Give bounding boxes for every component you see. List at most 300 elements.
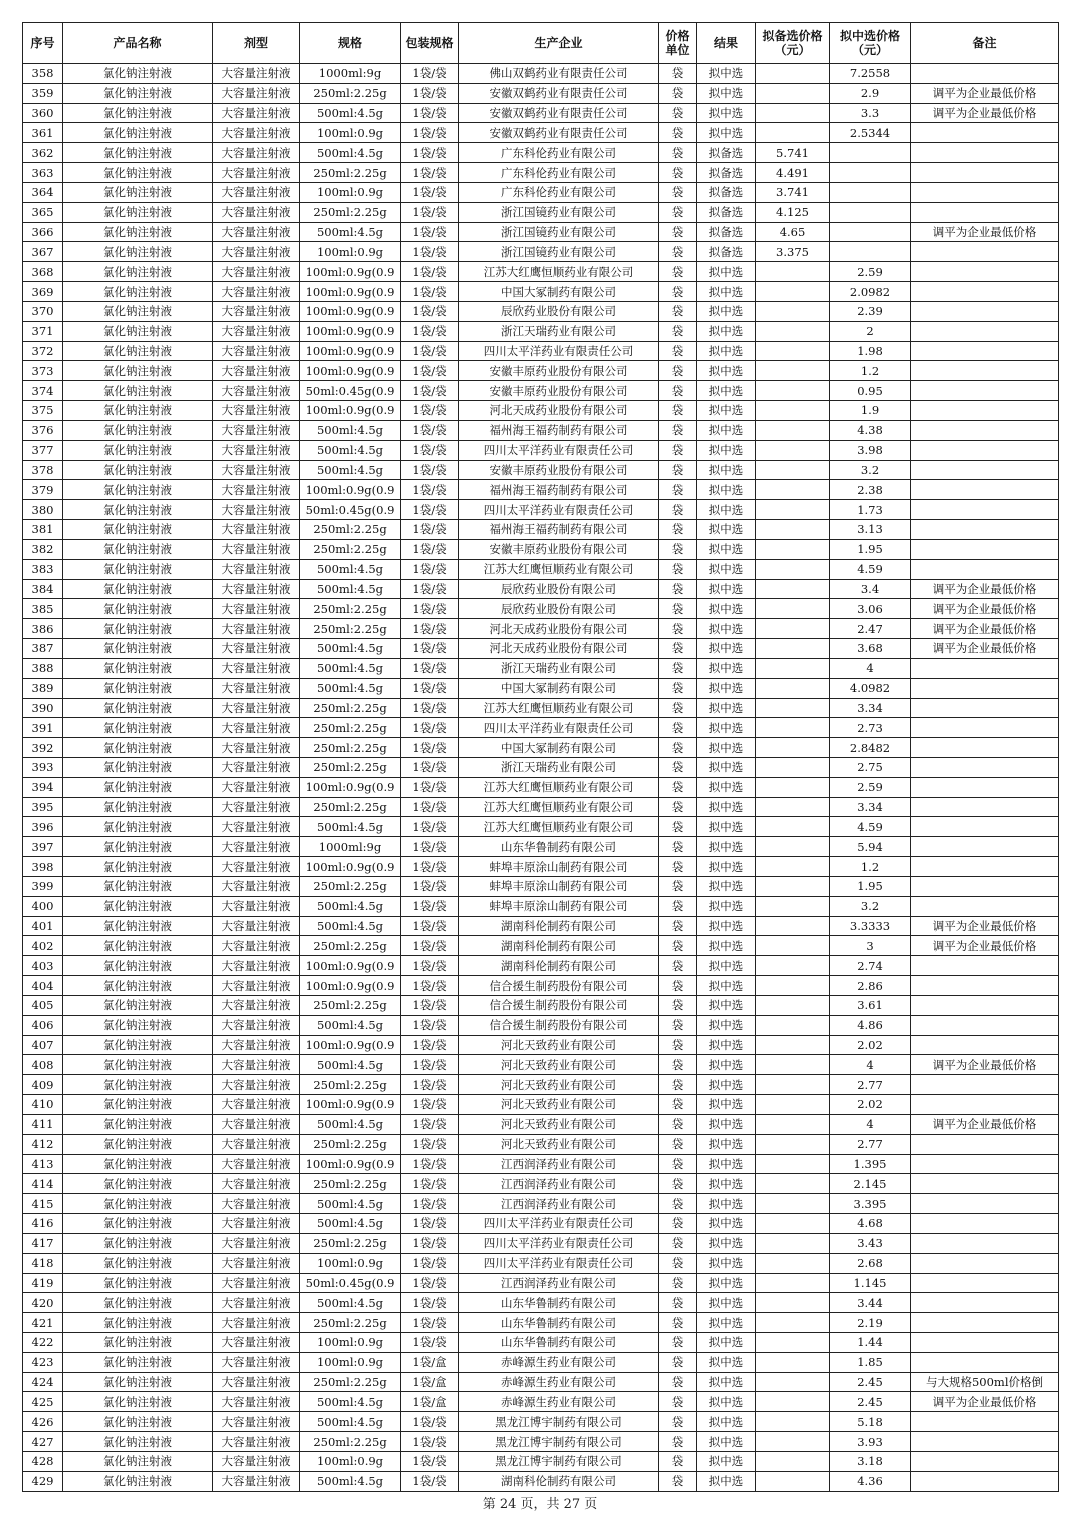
- cell-manufacturer: 蚌埠丰原涂山制药有限公司: [459, 857, 659, 877]
- cell-selected-price: 3.34: [830, 698, 911, 718]
- cell-result: 拟中选: [697, 757, 756, 777]
- cell-backup-price: [756, 1114, 830, 1134]
- cell-index: 381: [23, 520, 63, 540]
- cell-price-unit: 袋: [659, 1412, 697, 1432]
- cell-price-unit: 袋: [659, 698, 697, 718]
- cell-product-name: 氯化钠注射液: [63, 520, 213, 540]
- cell-package: 1袋/袋: [401, 163, 459, 183]
- cell-manufacturer: 四川太平洋药业有限责任公司: [459, 1214, 659, 1234]
- cell-product-name: 氯化钠注射液: [63, 837, 213, 857]
- cell-spec: 250ml:2.25g: [300, 163, 401, 183]
- cell-result: 拟备选: [697, 202, 756, 222]
- cell-result: 拟中选: [697, 341, 756, 361]
- cell-price-unit: 袋: [659, 163, 697, 183]
- cell-remarks: 与大规格500ml价格倒: [911, 1372, 1059, 1392]
- cell-product-name: 氯化钠注射液: [63, 1412, 213, 1432]
- cell-price-unit: 袋: [659, 976, 697, 996]
- cell-package: 1袋/袋: [401, 1194, 459, 1214]
- header-remarks: 备注: [911, 23, 1059, 64]
- cell-product-name: 氯化钠注射液: [63, 619, 213, 639]
- cell-spec: 250ml:2.25g: [300, 619, 401, 639]
- cell-index: 378: [23, 460, 63, 480]
- cell-backup-price: [756, 1471, 830, 1491]
- cell-manufacturer: 江苏大红鹰恒顺药业有限公司: [459, 777, 659, 797]
- cell-spec: 100ml:0.9g: [300, 1253, 401, 1273]
- cell-dosage-form: 大容量注射液: [213, 619, 300, 639]
- cell-result: 拟中选: [697, 916, 756, 936]
- cell-result: 拟中选: [697, 639, 756, 659]
- table-header-row: [23, 23, 1059, 64]
- cell-dosage-form: 大容量注射液: [213, 1451, 300, 1471]
- cell-package: 1袋/袋: [401, 1412, 459, 1432]
- cell-remarks: [911, 341, 1059, 361]
- cell-manufacturer: 河北天致药业有限公司: [459, 1095, 659, 1115]
- cell-remarks: [911, 1075, 1059, 1095]
- cell-index: 398: [23, 857, 63, 877]
- page-number-footer: 第 24 页，共 27 页: [482, 1497, 598, 1512]
- cell-package: 1袋/袋: [401, 341, 459, 361]
- cell-backup-price: [756, 757, 830, 777]
- cell-index: 426: [23, 1412, 63, 1432]
- cell-backup-price: [756, 341, 830, 361]
- cell-result: 拟中选: [697, 83, 756, 103]
- cell-price-unit: 袋: [659, 817, 697, 837]
- cell-product-name: 氯化钠注射液: [63, 321, 213, 341]
- cell-manufacturer: 黑龙江博宇制药有限公司: [459, 1432, 659, 1452]
- cell-result: 拟中选: [697, 321, 756, 341]
- cell-dosage-form: 大容量注射液: [213, 1194, 300, 1214]
- cell-remarks: [911, 321, 1059, 341]
- cell-backup-price: 3.741: [756, 182, 830, 202]
- cell-selected-price: 5.94: [830, 837, 911, 857]
- cell-product-name: 氯化钠注射液: [63, 301, 213, 321]
- cell-product-name: 氯化钠注射液: [63, 757, 213, 777]
- cell-selected-price: 2.38: [830, 480, 911, 500]
- cell-price-unit: 袋: [659, 500, 697, 520]
- cell-selected-price: 2.77: [830, 1075, 911, 1095]
- cell-result: 拟中选: [697, 1432, 756, 1452]
- cell-manufacturer: 蚌埠丰原涂山制药有限公司: [459, 876, 659, 896]
- cell-result: 拟中选: [697, 1253, 756, 1273]
- cell-remarks: [911, 262, 1059, 282]
- cell-result: 拟中选: [697, 1075, 756, 1095]
- cell-product-name: 氯化钠注射液: [63, 1273, 213, 1293]
- cell-selected-price: 1.95: [830, 876, 911, 896]
- cell-product-name: 氯化钠注射液: [63, 1154, 213, 1174]
- cell-manufacturer: 中国大冢制药有限公司: [459, 738, 659, 758]
- cell-backup-price: [756, 976, 830, 996]
- cell-remarks: [911, 282, 1059, 302]
- cell-package: 1袋/袋: [401, 460, 459, 480]
- cell-result: 拟中选: [697, 1293, 756, 1313]
- cell-backup-price: [756, 698, 830, 718]
- table-row: [23, 539, 1059, 559]
- cell-selected-price: 2.45: [830, 1392, 911, 1412]
- table-row: [23, 361, 1059, 381]
- cell-index: 419: [23, 1273, 63, 1293]
- cell-backup-price: [756, 1214, 830, 1234]
- cell-remarks: 调平为企业最低价格: [911, 579, 1059, 599]
- table-row: [23, 1154, 1059, 1174]
- cell-package: 1袋/袋: [401, 1313, 459, 1333]
- cell-price-unit: 袋: [659, 1372, 697, 1392]
- cell-backup-price: [756, 1035, 830, 1055]
- cell-backup-price: [756, 1372, 830, 1392]
- header-result: 结果: [697, 23, 756, 64]
- cell-product-name: 氯化钠注射液: [63, 182, 213, 202]
- cell-manufacturer: 安徽丰原药业股份有限公司: [459, 460, 659, 480]
- cell-remarks: [911, 301, 1059, 321]
- cell-result: 拟中选: [697, 262, 756, 282]
- cell-manufacturer: 广东科伦药业有限公司: [459, 163, 659, 183]
- table-row: [23, 599, 1059, 619]
- cell-remarks: [911, 1451, 1059, 1471]
- cell-index: 377: [23, 440, 63, 460]
- cell-selected-price: 1.145: [830, 1273, 911, 1293]
- cell-manufacturer: 辰欣药业股份有限公司: [459, 301, 659, 321]
- cell-manufacturer: 河北天致药业有限公司: [459, 1134, 659, 1154]
- cell-index: 386: [23, 619, 63, 639]
- cell-index: 385: [23, 599, 63, 619]
- cell-dosage-form: 大容量注射液: [213, 639, 300, 659]
- cell-product-name: 氯化钠注射液: [63, 1174, 213, 1194]
- cell-package: 1袋/袋: [401, 857, 459, 877]
- cell-selected-price: 2.59: [830, 262, 911, 282]
- cell-backup-price: [756, 1293, 830, 1313]
- cell-price-unit: 袋: [659, 579, 697, 599]
- table-row: [23, 817, 1059, 837]
- cell-remarks: [911, 480, 1059, 500]
- cell-manufacturer: 信合援生制药股份有限公司: [459, 976, 659, 996]
- cell-dosage-form: 大容量注射液: [213, 1174, 300, 1194]
- cell-backup-price: [756, 1451, 830, 1471]
- cell-manufacturer: 四川太平洋药业有限责任公司: [459, 1253, 659, 1273]
- cell-selected-price: 3.06: [830, 599, 911, 619]
- cell-manufacturer: 浙江国镜药业有限公司: [459, 222, 659, 242]
- cell-remarks: [911, 163, 1059, 183]
- table-row: [23, 301, 1059, 321]
- table-row: [23, 222, 1059, 242]
- cell-package: 1袋/袋: [401, 559, 459, 579]
- cell-spec: 250ml:2.25g: [300, 936, 401, 956]
- cell-remarks: [911, 698, 1059, 718]
- cell-backup-price: [756, 916, 830, 936]
- cell-backup-price: 4.491: [756, 163, 830, 183]
- cell-package: 1袋/袋: [401, 757, 459, 777]
- cell-package: 1袋/袋: [401, 896, 459, 916]
- cell-index: 412: [23, 1134, 63, 1154]
- cell-index: 428: [23, 1451, 63, 1471]
- cell-manufacturer: 江西润泽药业有限公司: [459, 1273, 659, 1293]
- cell-index: 401: [23, 916, 63, 936]
- cell-price-unit: 袋: [659, 1194, 697, 1214]
- cell-dosage-form: 大容量注射液: [213, 1253, 300, 1273]
- cell-price-unit: 袋: [659, 857, 697, 877]
- cell-package: 1袋/袋: [401, 718, 459, 738]
- cell-remarks: 调平为企业最低价格: [911, 599, 1059, 619]
- cell-remarks: [911, 857, 1059, 877]
- cell-dosage-form: 大容量注射液: [213, 341, 300, 361]
- cell-selected-price: 1.85: [830, 1352, 911, 1372]
- table-row: [23, 1293, 1059, 1313]
- cell-spec: 50ml:0.45g(0.9: [300, 381, 401, 401]
- cell-backup-price: [756, 956, 830, 976]
- cell-spec: 100ml:0.9g: [300, 1333, 401, 1353]
- cell-result: 拟中选: [697, 103, 756, 123]
- cell-backup-price: 4.65: [756, 222, 830, 242]
- cell-manufacturer: 河北天成药业股份有限公司: [459, 401, 659, 421]
- cell-manufacturer: 江苏大红鹰恒顺药业有限公司: [459, 698, 659, 718]
- cell-selected-price: 3.44: [830, 1293, 911, 1313]
- cell-manufacturer: 江苏大红鹰恒顺药业有限公司: [459, 817, 659, 837]
- cell-price-unit: 袋: [659, 460, 697, 480]
- cell-remarks: [911, 1253, 1059, 1273]
- cell-backup-price: [756, 123, 830, 143]
- cell-package: 1袋/袋: [401, 1075, 459, 1095]
- cell-remarks: [911, 1095, 1059, 1115]
- table-row: [23, 321, 1059, 341]
- cell-manufacturer: 四川太平洋药业有限责任公司: [459, 1233, 659, 1253]
- cell-index: 416: [23, 1214, 63, 1234]
- cell-price-unit: 袋: [659, 658, 697, 678]
- cell-selected-price: 2.9: [830, 83, 911, 103]
- table-row: [23, 1412, 1059, 1432]
- cell-index: 393: [23, 757, 63, 777]
- cell-index: 418: [23, 1253, 63, 1273]
- table-row: [23, 520, 1059, 540]
- cell-price-unit: 袋: [659, 936, 697, 956]
- cell-spec: 500ml:4.5g: [300, 1015, 401, 1035]
- cell-product-name: 氯化钠注射液: [63, 420, 213, 440]
- cell-package: 1袋/袋: [401, 579, 459, 599]
- cell-manufacturer: 安徽双鹤药业有限责任公司: [459, 83, 659, 103]
- cell-price-unit: 袋: [659, 1451, 697, 1471]
- cell-package: 1袋/袋: [401, 282, 459, 302]
- cell-package: 1袋/袋: [401, 1293, 459, 1313]
- cell-package: 1袋/袋: [401, 936, 459, 956]
- cell-dosage-form: 大容量注射液: [213, 718, 300, 738]
- cell-package: 1袋/袋: [401, 64, 459, 84]
- cell-price-unit: 袋: [659, 738, 697, 758]
- cell-manufacturer: 浙江天瑞药业有限公司: [459, 321, 659, 341]
- table-row: [23, 500, 1059, 520]
- cell-backup-price: [756, 995, 830, 1015]
- cell-product-name: 氯化钠注射液: [63, 1372, 213, 1392]
- cell-product-name: 氯化钠注射液: [63, 1253, 213, 1273]
- cell-manufacturer: 赤峰源生药业有限公司: [459, 1392, 659, 1412]
- header-spec: 规格: [300, 23, 401, 64]
- cell-product-name: 氯化钠注射液: [63, 678, 213, 698]
- cell-result: 拟中选: [697, 857, 756, 877]
- table-row: [23, 1333, 1059, 1353]
- cell-selected-price: 2.59: [830, 777, 911, 797]
- cell-spec: 500ml:4.5g: [300, 420, 401, 440]
- cell-remarks: [911, 559, 1059, 579]
- cell-spec: 100ml:0.9g(0.9: [300, 401, 401, 421]
- cell-spec: 100ml:0.9g(0.9: [300, 1154, 401, 1174]
- cell-result: 拟中选: [697, 797, 756, 817]
- cell-price-unit: 袋: [659, 876, 697, 896]
- header-dosage-form: 剂型: [213, 23, 300, 64]
- table-row: [23, 163, 1059, 183]
- cell-result: 拟中选: [697, 123, 756, 143]
- cell-backup-price: [756, 658, 830, 678]
- table-row: [23, 262, 1059, 282]
- cell-price-unit: 袋: [659, 956, 697, 976]
- cell-package: 1袋/袋: [401, 658, 459, 678]
- cell-backup-price: 5.741: [756, 143, 830, 163]
- cell-spec: 100ml:0.9g(0.9: [300, 262, 401, 282]
- cell-index: 362: [23, 143, 63, 163]
- cell-result: 拟中选: [697, 1392, 756, 1412]
- cell-spec: 250ml:2.25g: [300, 83, 401, 103]
- cell-selected-price: 3.68: [830, 639, 911, 659]
- cell-manufacturer: 安徽丰原药业股份有限公司: [459, 361, 659, 381]
- cell-dosage-form: 大容量注射液: [213, 460, 300, 480]
- cell-price-unit: 袋: [659, 896, 697, 916]
- cell-backup-price: 3.375: [756, 242, 830, 262]
- cell-package: 1袋/袋: [401, 420, 459, 440]
- cell-spec: 100ml:0.9g(0.9: [300, 1035, 401, 1055]
- cell-manufacturer: 赤峰源生药业有限公司: [459, 1372, 659, 1392]
- cell-manufacturer: 江苏大红鹰恒顺药业有限公司: [459, 262, 659, 282]
- cell-index: 402: [23, 936, 63, 956]
- cell-index: 368: [23, 262, 63, 282]
- cell-result: 拟中选: [697, 718, 756, 738]
- cell-package: 1袋/袋: [401, 599, 459, 619]
- cell-spec: 250ml:2.25g: [300, 1233, 401, 1253]
- cell-spec: 250ml:2.25g: [300, 995, 401, 1015]
- cell-manufacturer: 河北天致药业有限公司: [459, 1035, 659, 1055]
- cell-selected-price: 3.2: [830, 896, 911, 916]
- cell-spec: 250ml:2.25g: [300, 1313, 401, 1333]
- cell-price-unit: 袋: [659, 1015, 697, 1035]
- cell-result: 拟中选: [697, 658, 756, 678]
- cell-remarks: 调平为企业最低价格: [911, 639, 1059, 659]
- cell-index: 374: [23, 381, 63, 401]
- cell-remarks: [911, 460, 1059, 480]
- cell-dosage-form: 大容量注射液: [213, 282, 300, 302]
- cell-spec: 500ml:4.5g: [300, 1055, 401, 1075]
- table-row: [23, 123, 1059, 143]
- cell-price-unit: 袋: [659, 1154, 697, 1174]
- cell-package: 1袋/袋: [401, 1451, 459, 1471]
- cell-manufacturer: 广东科伦药业有限公司: [459, 143, 659, 163]
- cell-backup-price: [756, 1273, 830, 1293]
- cell-result: 拟中选: [697, 460, 756, 480]
- cell-index: 403: [23, 956, 63, 976]
- cell-package: 1袋/袋: [401, 1432, 459, 1452]
- cell-manufacturer: 江苏大红鹰恒顺药业有限公司: [459, 559, 659, 579]
- cell-manufacturer: 辰欣药业股份有限公司: [459, 579, 659, 599]
- cell-manufacturer: 浙江国镜药业有限公司: [459, 242, 659, 262]
- cell-manufacturer: 中国大冢制药有限公司: [459, 678, 659, 698]
- cell-selected-price: 1.95: [830, 539, 911, 559]
- cell-selected-price: 2.68: [830, 1253, 911, 1273]
- cell-product-name: 氯化钠注射液: [63, 381, 213, 401]
- cell-package: 1袋/袋: [401, 301, 459, 321]
- cell-remarks: [911, 1352, 1059, 1372]
- cell-package: 1袋/袋: [401, 182, 459, 202]
- cell-dosage-form: 大容量注射液: [213, 1392, 300, 1412]
- table-row: [23, 896, 1059, 916]
- cell-selected-price: [830, 163, 911, 183]
- cell-result: 拟中选: [697, 698, 756, 718]
- table-row: [23, 143, 1059, 163]
- cell-price-unit: 袋: [659, 242, 697, 262]
- cell-spec: 100ml:0.9g(0.9: [300, 301, 401, 321]
- cell-dosage-form: 大容量注射液: [213, 658, 300, 678]
- cell-price-unit: 袋: [659, 520, 697, 540]
- cell-backup-price: [756, 440, 830, 460]
- cell-manufacturer: 湖南科伦制药有限公司: [459, 916, 659, 936]
- cell-manufacturer: 河北天致药业有限公司: [459, 1075, 659, 1095]
- cell-dosage-form: 大容量注射液: [213, 777, 300, 797]
- cell-package: 1袋/袋: [401, 1233, 459, 1253]
- cell-price-unit: 袋: [659, 1352, 697, 1372]
- cell-index: 383: [23, 559, 63, 579]
- cell-result: 拟备选: [697, 163, 756, 183]
- cell-spec: 50ml:0.45g(0.9: [300, 1273, 401, 1293]
- cell-backup-price: [756, 1313, 830, 1333]
- cell-selected-price: 4.59: [830, 559, 911, 579]
- cell-backup-price: [756, 1352, 830, 1372]
- cell-package: 1袋/袋: [401, 480, 459, 500]
- cell-spec: 250ml:2.25g: [300, 698, 401, 718]
- cell-result: 拟中选: [697, 1035, 756, 1055]
- cell-selected-price: 1.44: [830, 1333, 911, 1353]
- cell-remarks: [911, 1134, 1059, 1154]
- cell-package: 1袋/袋: [401, 1471, 459, 1491]
- cell-selected-price: 3.34: [830, 797, 911, 817]
- cell-dosage-form: 大容量注射液: [213, 797, 300, 817]
- cell-product-name: 氯化钠注射液: [63, 262, 213, 282]
- cell-product-name: 氯化钠注射液: [63, 64, 213, 84]
- cell-price-unit: 袋: [659, 1035, 697, 1055]
- table-row: [23, 401, 1059, 421]
- cell-selected-price: 2.74: [830, 956, 911, 976]
- header-price-unit: 价格单位: [659, 23, 697, 64]
- cell-index: 397: [23, 837, 63, 857]
- table-row: [23, 639, 1059, 659]
- cell-remarks: [911, 837, 1059, 857]
- cell-product-name: 氯化钠注射液: [63, 1095, 213, 1115]
- table-row: [23, 182, 1059, 202]
- cell-manufacturer: 山东华鲁制药有限公司: [459, 1333, 659, 1353]
- cell-dosage-form: 大容量注射液: [213, 738, 300, 758]
- cell-index: 415: [23, 1194, 63, 1214]
- cell-price-unit: 袋: [659, 718, 697, 738]
- cell-package: 1袋/袋: [401, 876, 459, 896]
- cell-package: 1袋/袋: [401, 1055, 459, 1075]
- cell-manufacturer: 山东华鲁制药有限公司: [459, 1313, 659, 1333]
- cell-backup-price: [756, 599, 830, 619]
- cell-selected-price: 2.86: [830, 976, 911, 996]
- cell-price-unit: 袋: [659, 995, 697, 1015]
- cell-manufacturer: 江西润泽药业有限公司: [459, 1174, 659, 1194]
- table-row: [23, 341, 1059, 361]
- cell-package: 1袋/袋: [401, 103, 459, 123]
- cell-product-name: 氯化钠注射液: [63, 976, 213, 996]
- cell-backup-price: [756, 936, 830, 956]
- cell-remarks: [911, 658, 1059, 678]
- cell-selected-price: 4.68: [830, 1214, 911, 1234]
- cell-index: 387: [23, 639, 63, 659]
- cell-product-name: 氯化钠注射液: [63, 1214, 213, 1234]
- cell-index: 376: [23, 420, 63, 440]
- cell-backup-price: [756, 817, 830, 837]
- cell-index: 414: [23, 1174, 63, 1194]
